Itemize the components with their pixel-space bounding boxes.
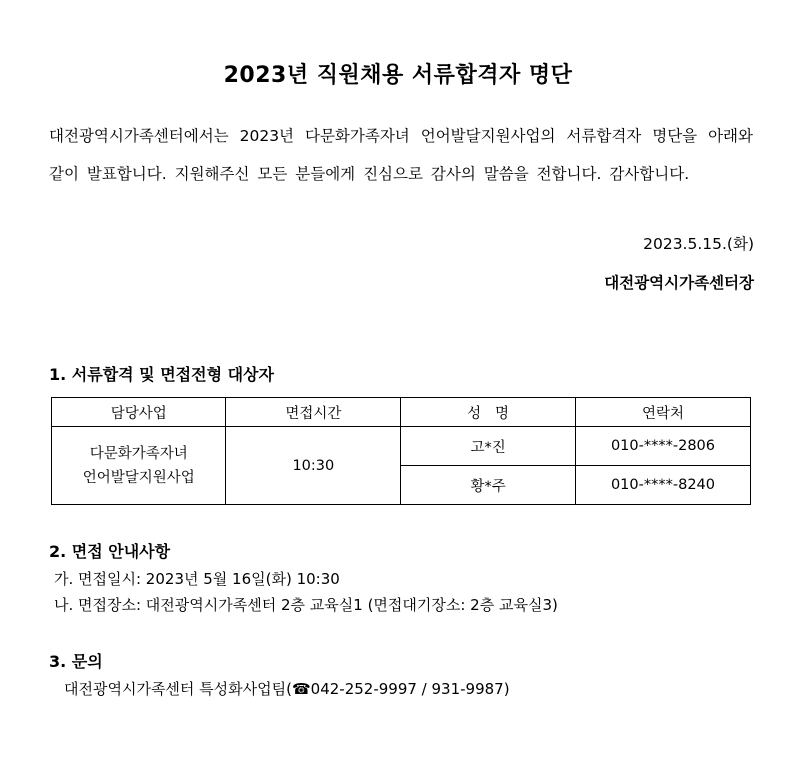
cell-candidate-name: 고*진 — [401, 427, 576, 466]
table-header-row — [52, 398, 751, 427]
page-title: 2023년 직원채용 서류합격자 명단 — [223, 63, 573, 88]
table-row — [52, 427, 751, 466]
intro-paragraph: 대전광역시가족센터에서는 2023년 다문화가족자녀 언어발달지원사업의 서류합격자 명단을 아래와 같이 발표합니다. 지원해주신 모든 분들에게 진심으로 감사의 말씀을 전합니다. 감사합니다. — [49, 127, 753, 183]
interview-location: 나. 면접장소: 대전광역시가족센터 2층 교육실1 (면접대기장소: 2층 교육실3) — [54, 596, 558, 614]
column-header-name: 성 명 — [401, 398, 576, 427]
cell-candidate-phone: 010-****-2806 — [575, 427, 750, 466]
section-heading-candidates: 1. 서류합격 및 면접전형 대상자 — [49, 365, 274, 384]
inquiry-contact: 대전광역시가족센터 특성화사업팀(☎042-252-9997 / 931-9987) — [64, 680, 510, 698]
cell-candidate-name: 황*주 — [401, 466, 576, 505]
section-heading-interview-info: 2. 면접 안내사항 — [49, 542, 171, 561]
announcement-date: 2023.5.15.(화) — [643, 235, 754, 253]
column-header-time: 면접시간 — [226, 398, 401, 427]
column-header-business: 담당사업 — [52, 398, 226, 427]
section-heading-inquiry: 3. 문의 — [49, 652, 103, 671]
candidates-table — [51, 397, 751, 505]
business-line-2: 언어발달지원사업 — [82, 469, 195, 486]
business-line-1: 다문화가족자녀 — [89, 445, 188, 462]
signer-name: 대전광역시가족센터장 — [604, 274, 754, 292]
cell-interview-time: 10:30 — [226, 427, 401, 505]
interview-datetime: 가. 면접일시: 2023년 5월 16일(화) 10:30 — [54, 570, 340, 588]
column-header-phone: 연락처 — [575, 398, 750, 427]
cell-candidate-phone: 010-****-8240 — [575, 466, 750, 505]
cell-business — [52, 427, 226, 505]
